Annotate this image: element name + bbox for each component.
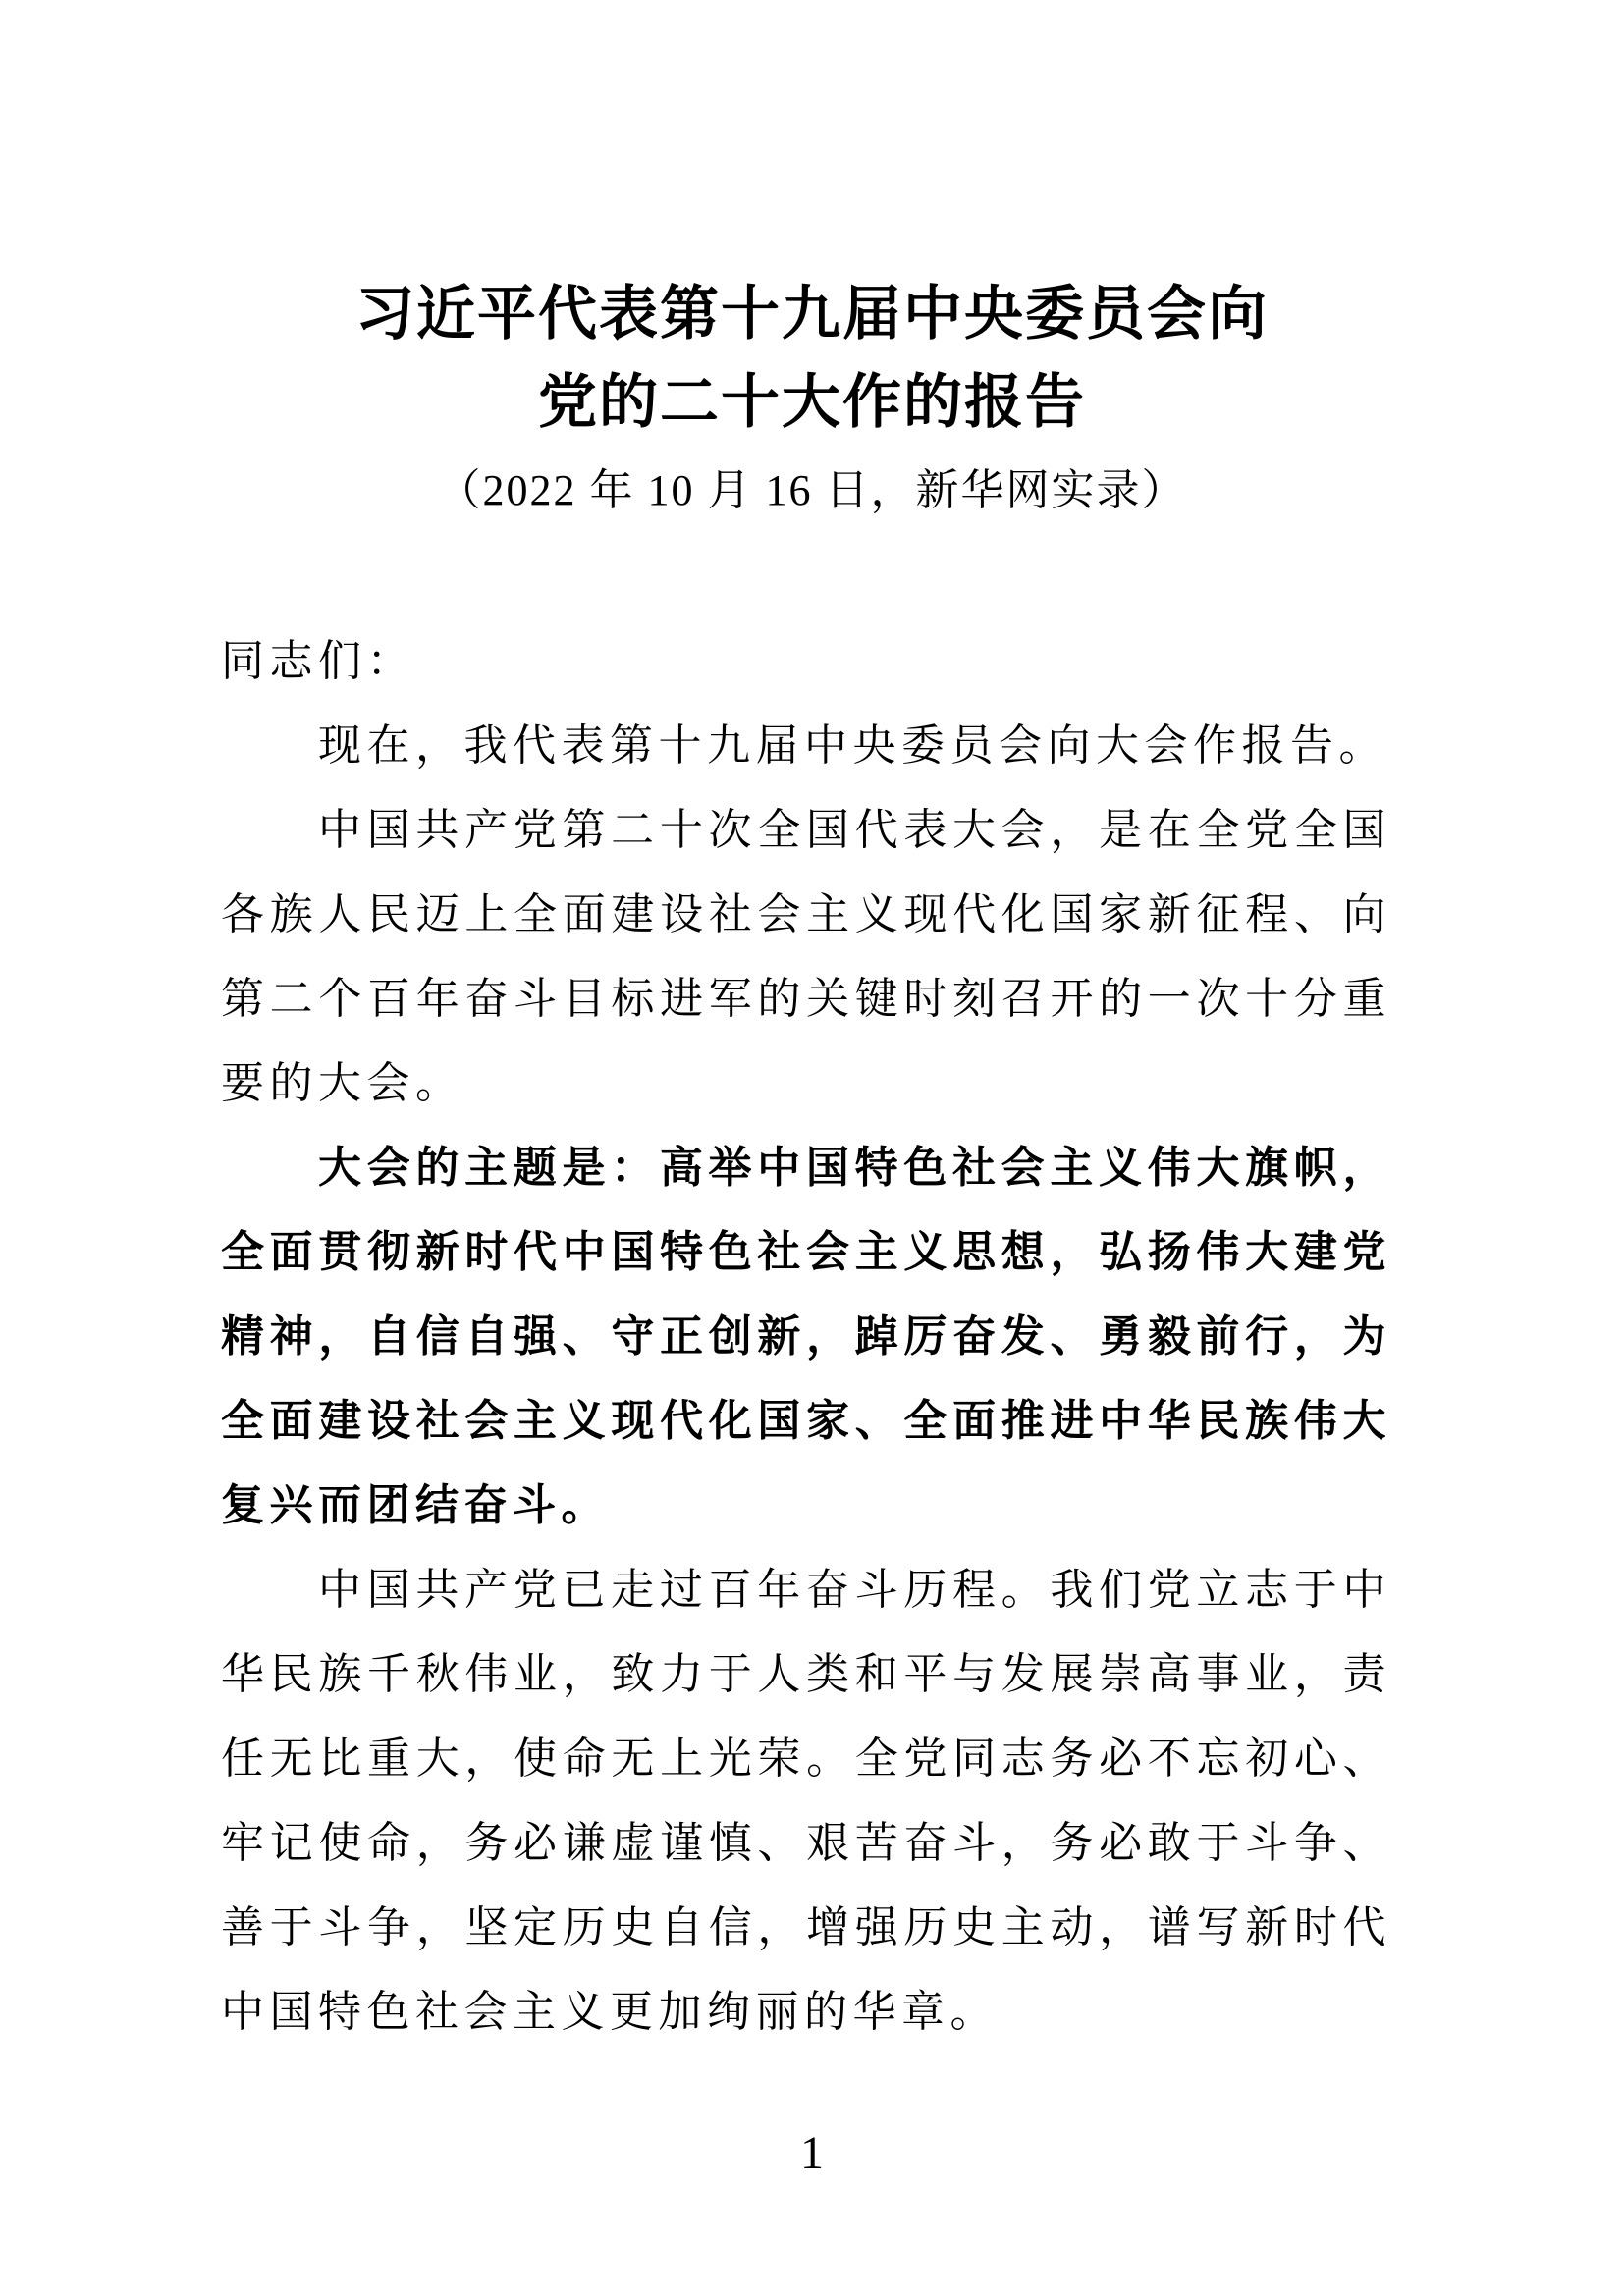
document-body xyxy=(221,619,1391,2055)
paragraph-opening: 现在，我代表第十九届中央委员会向大会作报告。 xyxy=(318,721,1387,770)
salutation: 同志们： xyxy=(221,637,415,685)
paragraph-congress-theme: 大会的主题是：高举中国特色社会主义伟大旗帜，全面贯彻新时代中国特色社会主义思想，弘扬伟大建党精神，自信自强、守正创新，踔厉奋发、勇毅前行，为全面建设社会主义现代化国家、全面推进中华民族伟大复兴而团结奋斗。 xyxy=(221,1144,1391,1529)
document-footer xyxy=(0,2128,1624,2179)
document-header xyxy=(0,0,1624,535)
title-line-1: 习近平代表第十九届中央委员会向 xyxy=(355,282,1269,347)
document-title xyxy=(0,270,1624,447)
document-subtitle: （2022 年 10 月 16 日，新华网实录） xyxy=(437,466,1187,514)
paragraph-congress-importance: 中国共产党第二十次全国代表大会，是在全党全国各族人民迈上全面建设社会主义现代化国家新征程、向第二个百年奋斗目标进军的关键时刻召开的一次十分重要的大会。 xyxy=(221,806,1391,1107)
paragraph-party-century: 中国共产党已走过百年奋斗历程。我们党立志于中华民族千秋伟业，致力于人类和平与发展崇高事业，责任无比重大，使命无上光荣。全党同志务必不忘初心、牢记使命，务必谦虚谨慎、艰苦奋斗，务必敢于斗争、善于斗争，坚定历史自信，增强历史主动，谱写新时代中国特色社会主义更加绚丽的华章。 xyxy=(221,1566,1391,2036)
page-number: 1 xyxy=(800,2127,824,2179)
title-line-2: 党的二十大作的报告 xyxy=(538,370,1086,435)
